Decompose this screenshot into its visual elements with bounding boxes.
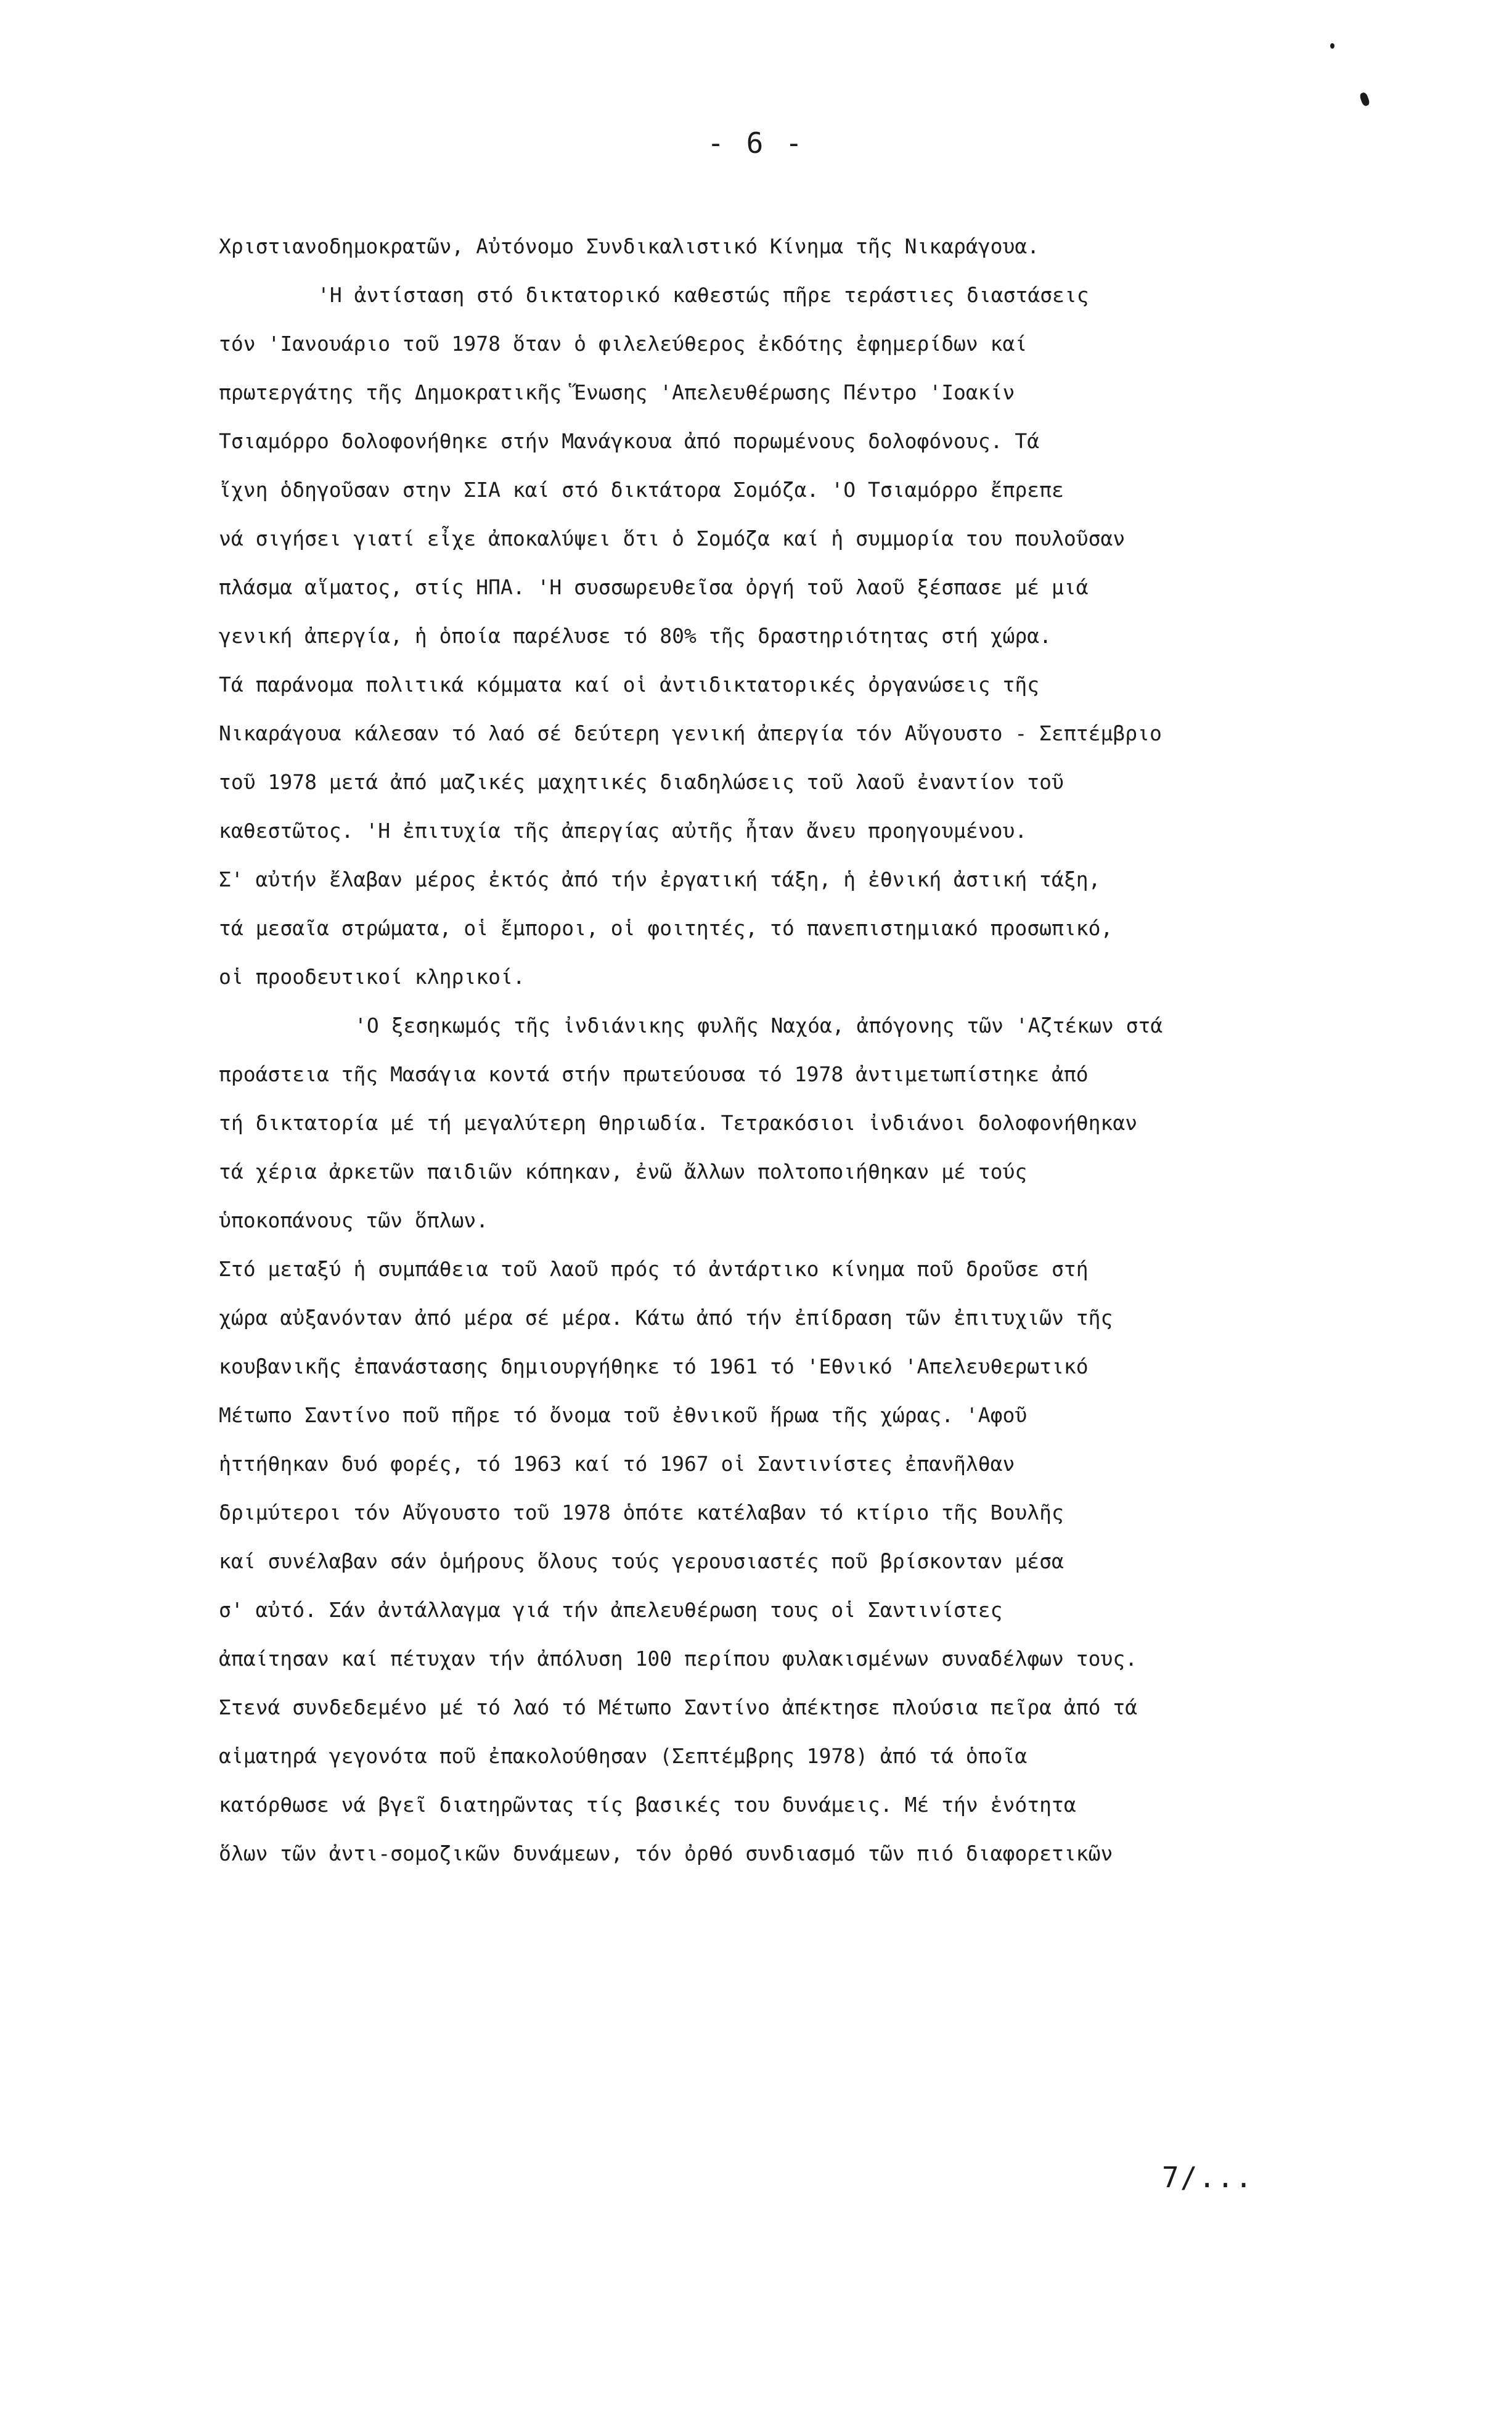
text-line: νά σιγήσει γιατί εἶχε ἀποκαλύψει ὅτι ὁ Σομόζα καί ἡ συμμορία του πουλοῦσαν: [219, 526, 1126, 551]
text-line: κουβανικῆς ἐπανάστασης δημιουργήθηκε τό 1961 τό 'Εθνικό 'Απελευθερωτικό: [219, 1354, 1089, 1378]
text-line: Τά παράνομα πολιτικά κόμματα καί οἱ ἀντιδικτατορικές ὀργανώσεις τῆς: [219, 673, 1040, 697]
text-line: ὅλων τῶν ἀντι-σομοζικῶν δυνάμεων, τόν ὀρθό συνδιασμό τῶν πιό διαφορετικῶν: [219, 1841, 1113, 1865]
text-line: καί συνέλαβαν σάν ὁμήρους ὅλους τούς γερουσιαστές ποῦ βρίσκονταν μέσα: [219, 1549, 1064, 1573]
text-line: σ' αὐτό. Σάν ἀντάλλαγμα γιά τήν ἀπελευθέρωση τους οἱ Σαντινίστες: [219, 1598, 1003, 1622]
text-line: Νικαράγουα κάλεσαν τό λαό σέ δεύτερη γενική ἀπεργία τόν Αὔγουστο - Σεπτέμβριο: [219, 721, 1162, 745]
text-line: τά χέρια ἀρκετῶν παιδιῶν κόπηκαν, ἐνῶ ἄλλων πολτοποιήθηκαν μέ τούς: [219, 1160, 1028, 1184]
text-line: πλάσμα αἵματος, στίς ΗΠΑ. 'Η συσσωρευθεῖσα ὀργή τοῦ λαοῦ ξέσπασε μέ μιά: [219, 575, 1089, 599]
text-line: ἡττήθηκαν δυό φορές, τό 1963 καί τό 1967 οἱ Σαντινίστες ἐπανῆλθαν: [219, 1452, 1015, 1476]
text-line: τή δικτατορία μέ τή μεγαλύτερη θηριωδία. Τετρακόσιοι ἰνδιάνοι δολοφονήθηκαν: [219, 1111, 1138, 1135]
text-line: Στενά συνδεδεμένο μέ τό λαό τό Μέτωπο Σαντίνο ἀπέκτησε πλούσια πεῖρα ἀπό τά: [219, 1695, 1138, 1719]
text-line: Χριστιανοδημοκρατῶν, Αὐτόνομο Συνδικαλιστικό Κίνημα τῆς Νικαράγουα.: [219, 234, 1040, 258]
text-line: τοῦ 1978 μετά ἀπό μαζικές μαχητικές διαδηλώσεις τοῦ λαοῦ ἐναντίον τοῦ: [219, 770, 1064, 794]
text-line: οἱ προοδευτικοί κληρικοί.: [219, 965, 525, 989]
text-line: κατόρθωσε νά βγεῖ διατηρῶντας τίς βασικές του δυνάμεις. Μέ τήν ἑνότητα: [219, 1793, 1076, 1817]
text-line: Σ' αὐτήν ἔλαβαν μέρος ἐκτός ἀπό τήν ἐργατική τάξη, ἡ ἐθνική ἀστική τάξη,: [219, 867, 1101, 891]
text-line: καθεστῶτος. 'Η ἐπιτυχία τῆς ἀπεργίας αὐτῆς ἦταν ἄνευ προηγουμένου.: [219, 819, 1028, 843]
paragraph-start-line: Στό μεταξύ ἡ συμπάθεια τοῦ λαοῦ πρός τό ἀντάρτικο κίνημα ποῦ δροῦσε στή: [219, 1257, 1089, 1281]
paragraph-start-line: 'Η ἀντίσταση στό δικτατορικό καθεστώς πῆρε τεράστιες διαστάσεις: [317, 283, 1089, 307]
text-line: τόν 'Ιανουάριο τοῦ 1978 ὅταν ὁ φιλελεύθερος ἐκδότης ἐφημερίδων καί: [219, 332, 1028, 356]
body-text: [219, 222, 1427, 1878]
paragraph-start-line: 'Ο ξεσηκωμός τῆς ἰνδιάνικης φυλῆς Ναχόα, ἀπόγονης τῶν 'Αζτέκων στά: [354, 1013, 1163, 1038]
text-line: ὑποκοπάνους τῶν ὅπλων.: [219, 1208, 489, 1232]
text-line: γενική ἀπεργία, ἡ ὁποία παρέλυσε τό 80% τῆς δραστηριότητας στή χώρα.: [219, 624, 1052, 648]
text-line: ἀπαίτησαν καί πέτυχαν τήν ἀπόλυση 100 περίπου φυλακισμένων συναδέλφων τους.: [219, 1647, 1138, 1671]
text-line: χώρα αὐξανόνταν ἀπό μέρα σέ μέρα. Κάτω ἀπό τήν ἐπίδραση τῶν ἐπιτυχιῶν τῆς: [219, 1306, 1113, 1330]
page-number: - 6 -: [707, 126, 805, 160]
text-line: Τσιαμόρρο δολοφονήθηκε στήν Μανάγκουα ἀπό πορωμένους δολοφόνους. Τά: [219, 429, 1040, 453]
text-line: δριμύτεροι τόν Αὔγουστο τοῦ 1978 ὁπότε κατέλαβαν τό κτίριο τῆς Βουλῆς: [219, 1500, 1064, 1525]
text-line: προάστεια τῆς Μασάγια κοντά στήν πρωτεύουσα τό 1978 ἀντιμετωπίστηκε ἀπό: [219, 1062, 1089, 1086]
scan-speck: [1359, 92, 1371, 107]
scan-speck: [1330, 43, 1334, 49]
text-line: Μέτωπο Σαντίνο ποῦ πῆρε τό ὄνομα τοῦ ἐθνικοῦ ἥρωα τῆς χώρας. 'Αφοῦ: [219, 1403, 1028, 1427]
text-line: πρωτεργάτης τῆς Δημοκρατικῆς Ἕνωσης 'Απελευθέρωσης Πέντρο 'Ιοακίν: [219, 380, 1015, 404]
text-line: αἱματηρά γεγονότα ποῦ ἐπακολούθησαν (Σεπτέμβρης 1978) ἀπό τά ὁποῖα: [219, 1744, 1028, 1768]
text-line: ἴχνη ὁδηγοῦσαν στην ΣΙΑ καί στό δικτάτορα Σομόζα. 'Ο Τσιαμόρρο ἔπρεπε: [219, 478, 1064, 502]
continuation-marker: 7/...: [1162, 2161, 1254, 2194]
text-line: τά μεσαῖα στρώματα, οἱ ἔμποροι, οἱ φοιτητές, τό πανεπιστημιακό προσωπικό,: [219, 916, 1113, 940]
